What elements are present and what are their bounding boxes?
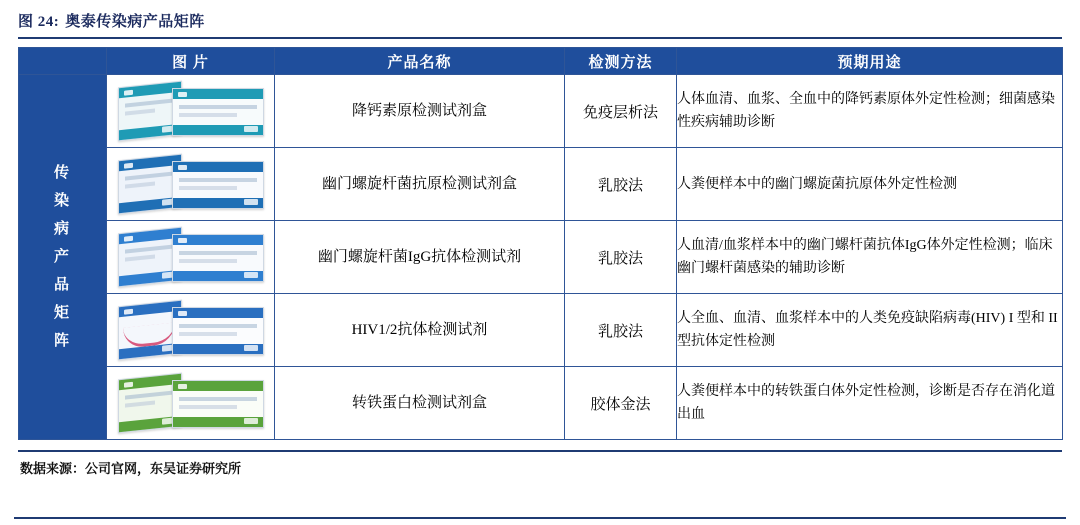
row-4-method: 胶体金法 xyxy=(565,367,677,440)
table-header-row xyxy=(19,48,1063,75)
product-box-icon xyxy=(116,78,266,144)
title-divider xyxy=(18,37,1062,39)
row-0-use: 人体血清、血浆、全血中的降钙素原体外定性检测；细菌感染性疾病辅助诊断 xyxy=(677,75,1063,148)
footer-divider xyxy=(18,450,1062,452)
product-matrix-table xyxy=(18,47,1063,440)
row-0-name: 降钙素原检测试剂盒 xyxy=(275,75,565,148)
row-2-method: 乳胶法 xyxy=(565,221,677,294)
table-row xyxy=(19,221,1063,294)
row-1-use: 人粪便样本中的幽门螺旋菌抗原体外定性检测 xyxy=(677,148,1063,221)
figure-label: 图 24: xyxy=(18,14,60,30)
row-3-name: HIV1/2抗体检测试剂 xyxy=(275,294,565,367)
header-method: 检测方法 xyxy=(565,48,677,75)
header-corner xyxy=(19,48,107,75)
data-source-note: 数据来源：公司官网，东吴证券研究所 xyxy=(20,461,242,476)
row-3-use: 人全血、血清、血浆样本中的人类免疫缺陷病毒(HIV) I 型和 II 型抗体定性检测 xyxy=(677,294,1063,367)
row-3-method: 乳胶法 xyxy=(565,294,677,367)
product-box-icon xyxy=(116,151,266,217)
table-row xyxy=(19,367,1063,440)
header-name: 产品名称 xyxy=(275,48,565,75)
page-title: 奥泰传染病产品矩阵 xyxy=(65,14,205,30)
product-box-icon xyxy=(116,297,266,363)
header-image: 图 片 xyxy=(107,48,275,75)
bottom-divider xyxy=(14,517,1066,519)
row-4-use: 人粪便样本中的转铁蛋白体外定性检测，诊断是否存在消化道出血 xyxy=(677,367,1063,440)
row-2-use: 人血清/血浆样本中的幽门螺杆菌抗体IgG体外定性检测；临床幽门螺杆菌感染的辅助诊断 xyxy=(677,221,1063,294)
row-4-name: 转铁蛋白检测试剂盒 xyxy=(275,367,565,440)
side-label-cell xyxy=(19,75,107,440)
row-2-name: 幽门螺旋杆菌IgG抗体检测试剂 xyxy=(275,221,565,294)
table-row xyxy=(19,148,1063,221)
product-matrix-table-wrap xyxy=(18,47,1062,440)
side-label-text: 传 染 病 产 品 矩 阵 xyxy=(53,165,71,349)
row-3-image-cell xyxy=(107,294,275,367)
row-0-image-cell xyxy=(107,75,275,148)
product-box-icon xyxy=(116,224,266,290)
figure-title-row xyxy=(14,0,1066,31)
row-0-method: 免疫层析法 xyxy=(565,75,677,148)
table-row xyxy=(19,75,1063,148)
row-1-image-cell xyxy=(107,148,275,221)
table-row xyxy=(19,294,1063,367)
row-1-name: 幽门螺旋杆菌抗原检测试剂盒 xyxy=(275,148,565,221)
row-1-method: 乳胶法 xyxy=(565,148,677,221)
row-2-image-cell xyxy=(107,221,275,294)
product-box-icon xyxy=(116,370,266,436)
row-4-image-cell xyxy=(107,367,275,440)
header-use: 预期用途 xyxy=(677,48,1063,75)
